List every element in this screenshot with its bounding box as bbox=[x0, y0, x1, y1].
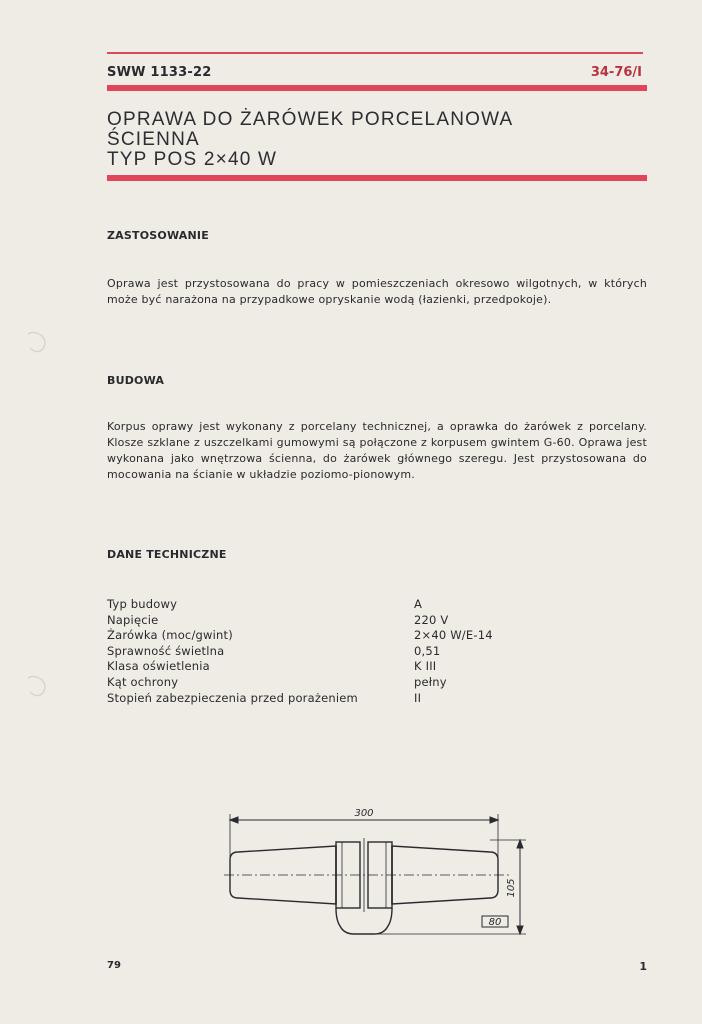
spec-table bbox=[107, 597, 493, 706]
spec-row bbox=[107, 644, 493, 660]
box-dimension-label: 80 bbox=[488, 917, 502, 928]
spec-label: Stopień zabezpieczenia przed porażeniem bbox=[107, 690, 358, 705]
spec-value: II bbox=[414, 690, 422, 705]
spec-label: Klasa oświetlenia bbox=[107, 659, 210, 674]
spec-label: Napięcie bbox=[107, 612, 159, 627]
title-line-1: OPRAWA DO ŻARÓWEK PORCELANOWA bbox=[107, 109, 514, 130]
height-dimension-label: 105 bbox=[506, 878, 517, 898]
top-rule bbox=[107, 52, 643, 54]
spec-label: Żarówka (moc/gwint) bbox=[107, 628, 233, 643]
spec-row bbox=[107, 659, 493, 675]
spec-label: Sprawność świetlna bbox=[107, 643, 225, 658]
punch-hole-mark bbox=[22, 670, 52, 700]
spec-row bbox=[107, 613, 493, 629]
width-dimension-label: 300 bbox=[354, 808, 374, 819]
spec-label: Typ budowy bbox=[107, 597, 178, 611]
footer-page-number: 1 bbox=[639, 960, 647, 973]
spec-row bbox=[107, 691, 493, 707]
dim-arrow-bottom bbox=[517, 926, 523, 934]
section-heading-dane: DANE TECHNICZNE bbox=[107, 548, 227, 561]
spec-row bbox=[107, 597, 493, 613]
spec-value: 220 V bbox=[414, 612, 449, 627]
spec-value: K III bbox=[414, 659, 437, 674]
sheet-number: 34-76/I bbox=[590, 65, 642, 80]
dim-arrow-left bbox=[230, 817, 238, 823]
standard-code: SWW 1133-22 bbox=[107, 65, 212, 80]
dim-arrow-right bbox=[490, 817, 498, 823]
section-text-budowa: Korpus oprawy jest wykonany z porcelany technicznej, a oprawka do żarówek z porcelany. Klosze szklane z uszczelkami gumowymi są połączone z korpusem gwintem G-60. Oprawa jest wykonana jako wnętrzowa ścienna, do żarówek głównego szeregu. Jest przystosowana do mocowania na ścianie w układzie poziomo-pionowym. bbox=[107, 420, 647, 481]
section-text-zastosowanie: Oprawa jest przystosowana do pracy w pomieszczeniach okresowo wilgotnych, w których może być narażona na przypadkowe opryskanie wodą (łazienki, przedpokoje). bbox=[107, 277, 647, 306]
header-rule bbox=[107, 85, 647, 91]
spec-value: pełny bbox=[414, 674, 447, 689]
title-line-3: TYP POS 2×40 W bbox=[107, 149, 278, 170]
spec-value: 2×40 W/E-14 bbox=[414, 628, 493, 643]
title-line-2: ŚCIENNA bbox=[107, 129, 200, 150]
title-rule bbox=[107, 175, 647, 181]
section-heading-budowa: BUDOWA bbox=[107, 374, 165, 387]
spec-row bbox=[107, 628, 493, 644]
dim-arrow-top bbox=[517, 840, 523, 848]
punch-hole-mark bbox=[22, 326, 52, 356]
section-heading-zastosowanie: ZASTOSOWANIE bbox=[107, 229, 209, 242]
luminaire-drawing bbox=[220, 800, 540, 950]
spec-row bbox=[107, 675, 493, 691]
spec-value: 0,51 bbox=[414, 643, 441, 658]
footer-page-code: 79 bbox=[107, 960, 121, 971]
spec-label: Kąt ochrony bbox=[107, 674, 179, 689]
spec-value: A bbox=[414, 597, 423, 611]
document-title bbox=[107, 110, 513, 170]
